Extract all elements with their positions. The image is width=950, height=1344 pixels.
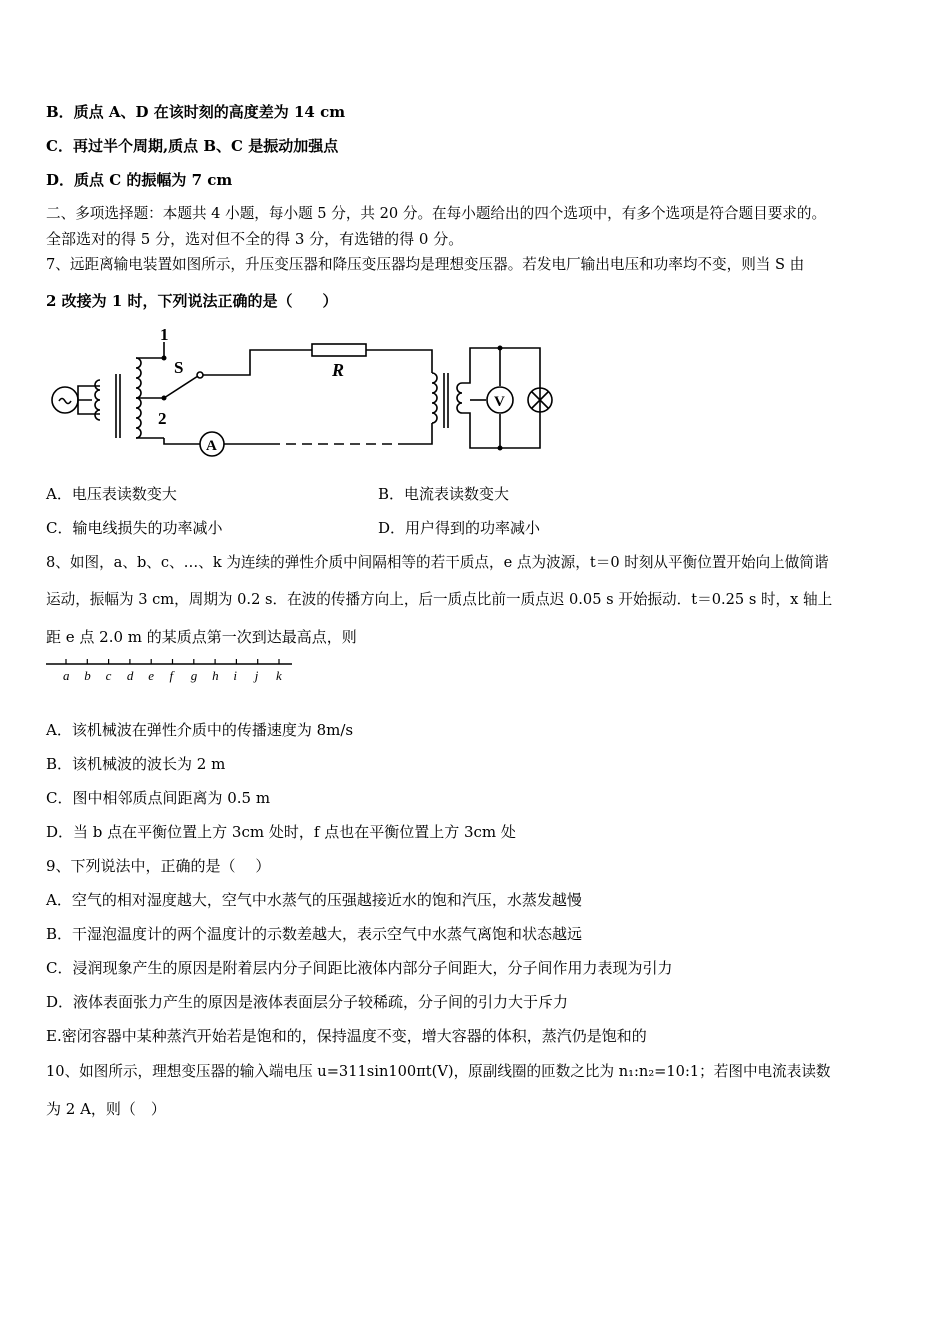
particle-label-e: e	[148, 668, 154, 683]
q10-stem-line1: 10、如图所示，理想变压器的输入端电压 u=311sin100πt(V)，原副线圈的匝数之比为 n₁:n₂=10:1；若图中电流表读数	[46, 1063, 831, 1080]
q7-stem-line2: 2 改接为 1 时，下列说法正确的是（ ）	[46, 292, 338, 310]
q8-option-b: B．该机械波的波长为 2 m	[46, 755, 226, 773]
q7-option-a: A．电压表读数变大	[46, 485, 177, 503]
particle-label-h: h	[212, 668, 219, 683]
particle-label-i: i	[233, 668, 238, 683]
particle-label-a: a	[63, 668, 70, 683]
section-heading-line1: 二、多项选择题：本题共 4 小题，每小题 5 分，共 20 分。在每小题给出的四个选项中，有多个选项是符合题目要求的。	[46, 205, 827, 222]
q9-option-b: B．干湿泡温度计的两个温度计的示数差越大，表示空气中水蒸气离饱和状态越远	[46, 925, 583, 943]
q7-option-b: B．电流表读数变大	[378, 485, 510, 503]
particle-label-f: f	[169, 668, 174, 683]
q6-option-c: C．再过半个周期,质点 B、C 是振动加强点	[46, 137, 339, 155]
q8-option-a: A．该机械波在弹性介质中的传播速度为 8m/s	[46, 721, 354, 739]
q8-stem-line3: 距 e 点 2.0 m 的某质点第一次到达最高点，则	[46, 628, 357, 646]
q8-stem-line1: 8、如图，a、b、c、…、k 为连续的弹性介质中间隔相等的若干质点，e 点为波源，t＝0 时刻从平衡位置开始向上做简谐	[46, 554, 829, 571]
q7-option-d: D．用户得到的功率减小	[378, 519, 541, 537]
q6-option-b: B．质点 A、D 在该时刻的高度差为 14 cm	[46, 103, 346, 121]
voltmeter-label: V	[494, 394, 505, 410]
q7-circuit-diagram	[40, 328, 570, 468]
q9-option-c: C．浸润现象产生的原因是附着层内分子间距比液体内部分子间距大，分子间作用力表现为引力	[46, 959, 673, 977]
q8-stem-line2: 运动，振幅为 3 cm，周期为 0.2 s．在波的传播方向上，后一质点比前一质点迟 0.05 s 开始振动．t＝0.25 s 时，x 轴上	[46, 591, 833, 608]
particle-label-d: d	[126, 668, 134, 683]
q6-option-d: D．质点 C 的振幅为 7 cm	[46, 171, 233, 189]
switch-label: S	[174, 358, 184, 377]
q8-option-c: C．图中相邻质点间距离为 0.5 m	[46, 789, 271, 807]
switch-terminal-2-label: 2	[158, 409, 167, 428]
q9-option-e: E.密闭容器中某种蒸汽开始若是饱和的，保持温度不变，增大容器的体积，蒸汽仍是饱和的	[46, 1027, 647, 1045]
section-heading-line2: 全部选对的得 5 分，选对但不全的得 3 分，有选错的得 0 分。	[46, 230, 464, 248]
switch-terminal-1-label: 1	[160, 328, 169, 344]
q9-option-d: D．液体表面张力产生的原因是液体表面层分子较稀疏，分子间的引力大于斥力	[46, 993, 569, 1011]
q7-stem-line1: 7、远距离输电装置如图所示，升压变压器和降压变压器均是理想变压器。若发电厂输出电压和功率均不变，则当 S 由	[46, 256, 805, 273]
q9-stem: 9、下列说法中，正确的是（ ）	[46, 857, 271, 875]
q7-option-c: C．输电线损失的功率减小	[46, 519, 223, 537]
particle-label-k: k	[276, 668, 282, 683]
particle-label-c: c	[105, 668, 112, 683]
q9-option-a: A．空气的相对湿度越大，空气中水蒸气的压强越接近水的饱和汽压，水蒸发越慢	[46, 891, 582, 909]
particle-label-j: j	[254, 668, 259, 683]
particle-label-b: b	[84, 668, 91, 683]
q10-stem-line2: 为 2 A，则（ ）	[46, 1100, 166, 1118]
resistor-label: R	[332, 360, 345, 380]
ammeter-label: A	[206, 438, 217, 454]
particle-label-g: g	[190, 668, 198, 683]
q8-particle-line	[44, 656, 304, 686]
q8-option-d: D．当 b 点在平衡位置上方 3cm 处时，f 点也在平衡位置上方 3cm 处	[46, 823, 516, 841]
